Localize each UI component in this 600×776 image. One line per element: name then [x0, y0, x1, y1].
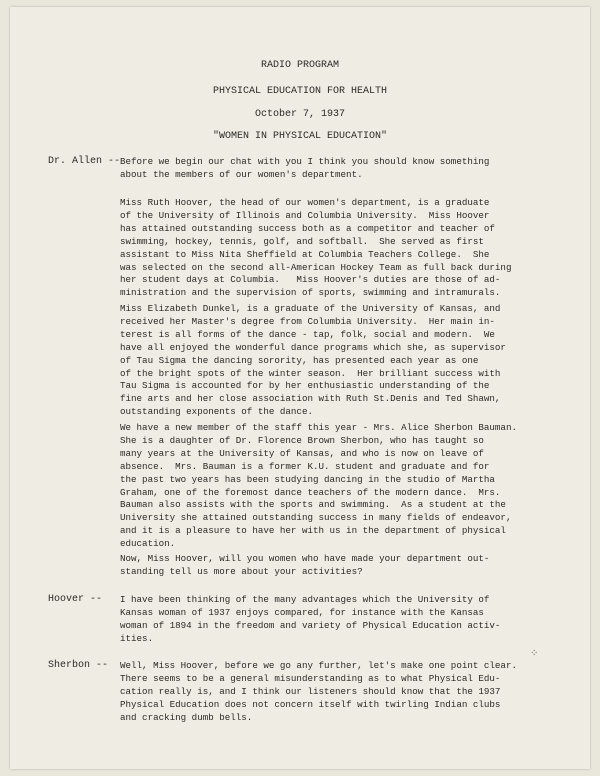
ink-speck: ⁘ [530, 649, 539, 660]
text-line: ministration and the supervision of sports, swimming and intramurals. [120, 287, 501, 299]
text-line: University she attained outstanding success in many fields of endeavor, [120, 512, 512, 524]
text-line: Bauman also assists with the sports and swimming. As a student at the [120, 499, 506, 511]
speaker-label: Hoover -- [48, 594, 103, 605]
text-line: received her Master's degree from Columbia University. Her main in- [120, 315, 495, 327]
text-line: outstanding exponents of the dance. [120, 406, 313, 418]
text-line: education. [120, 538, 176, 550]
text-line: cation really is, and I think our listeners should know that the 1937 [120, 685, 501, 697]
text-line: absence. Mrs. Bauman is a former K.U. student and graduate and for [120, 460, 490, 472]
speaker-label: Sherbon -- [48, 660, 109, 671]
text-line: and it is a pleasure to have her with us in the department of physical [120, 525, 506, 537]
text-line: She is a daughter of Dr. Florence Brown Sherbon, who has taught so [120, 434, 484, 446]
text-line: Miss Elizabeth Dunkel, is a graduate of the University of Kansas, and [120, 303, 501, 314]
paragraph [120, 660, 560, 725]
text-line: assistant to Miss Nita Sheffield at Columbia Teachers College. She [120, 248, 490, 260]
text-line: swimming, hockey, tennis, golf, and softball. She served as first [120, 235, 484, 247]
text-line: We have a new member of the staff this year - Mrs. Alice Sherbon Bauman. [120, 422, 517, 433]
program-subject: PHYSICAL EDUCATION FOR HEALTH [212, 86, 388, 97]
text-line: Kansas woman of 1937 enjoys compared, for instance with the Kansas [120, 606, 484, 618]
program-title: "WOMEN IN PHYSICAL EDUCATION" [212, 131, 388, 142]
text-line: the past two years has been studying dancing in the studio of Martha [120, 473, 495, 485]
text-line: terest is all forms of the dance - tap, folk, social and modern. We [120, 328, 495, 340]
text-line: of the University of Illinois and Columbia University. Miss Hoover [120, 209, 490, 221]
text-line: Miss Ruth Hoover, the head of our women's department, is a graduate [120, 197, 490, 208]
paragraph [120, 553, 560, 579]
text-line: about the members of our women's department. [120, 168, 363, 180]
text-line: of the bright spots of the winter season. Her brilliant success with [120, 367, 501, 379]
text-line: have all enjoyed the wonderful dance programs which she, as supervisor [120, 341, 506, 353]
text-line: standing tell us more about your activities? [120, 565, 363, 577]
program-date: October 7, 1937 [254, 109, 345, 120]
text-line: was selected on the second all-American Hockey Team as full back during [120, 261, 512, 273]
text-line: fine arts and her close association with Ruth St.Denis and Ted Shawn, [120, 393, 501, 405]
speaker-label: Dr. Allen -- [48, 156, 121, 167]
paragraph [120, 156, 560, 182]
text-line: Tau Sigma is accounted for by her enthusiastic understanding of the [120, 380, 490, 392]
paragraph [120, 197, 560, 300]
text-line: many years at the University of Kansas, and who is now on leave of [120, 447, 484, 459]
text-line: I have been thinking of the many advantages which the University of [120, 594, 490, 605]
text-line: Now, Miss Hoover, will you women who have made your department out- [120, 553, 490, 564]
text-line: There seems to be a general misunderstanding as to what Physical Edu- [120, 672, 501, 684]
text-line: Before we begin our chat with you I think you should know something [120, 156, 490, 167]
paragraph [120, 422, 560, 551]
text-line: Graham, one of the foremost dance teachers of the modern dance. Mrs. [120, 486, 501, 498]
text-line: her student days at Columbia. Miss Hoover's duties are those of ad- [120, 274, 501, 286]
text-line: Well, Miss Hoover, before we go any further, let's make one point clear. [120, 660, 517, 671]
paragraph [120, 303, 560, 419]
paragraph [120, 594, 560, 646]
text-line: woman of 1894 in the freedom and variety of Physical Education activ- [120, 619, 501, 631]
text-line: Physical Education does not concern itself with twirling Indian clubs [120, 698, 501, 710]
text-line: has attained outstanding success both as a competitor and teacher of [120, 222, 495, 234]
text-line: and cracking dumb bells. [120, 711, 253, 723]
text-line: of Tau Sigma the dancing sorority, has presented each year as one [120, 354, 479, 366]
text-line: ities. [120, 632, 154, 644]
program-heading: RADIO PROGRAM [260, 60, 339, 71]
